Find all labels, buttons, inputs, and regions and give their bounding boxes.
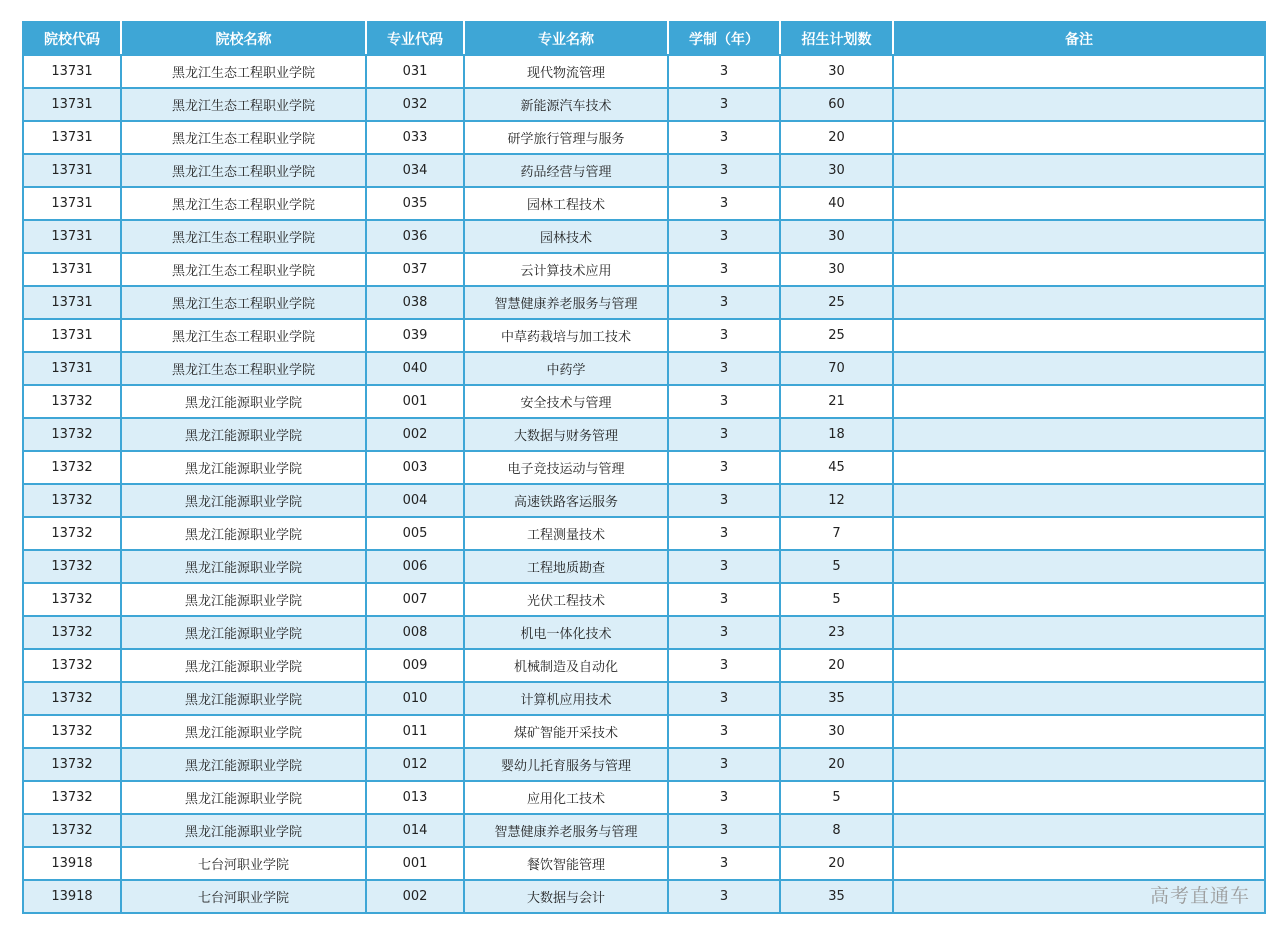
school-code-cell: 13731	[23, 187, 121, 220]
table-row	[23, 583, 1265, 616]
table-row	[23, 55, 1265, 88]
school-name-cell: 七台河职业学院	[121, 880, 366, 913]
school-name-cell: 黑龙江能源职业学院	[121, 715, 366, 748]
major-name-cell: 应用化工技术	[464, 781, 668, 814]
remarks-cell	[893, 649, 1265, 682]
major-name-cell: 工程测量技术	[464, 517, 668, 550]
table-row	[23, 88, 1265, 121]
major-code-cell: 008	[366, 616, 464, 649]
remarks-cell	[893, 187, 1265, 220]
table-row	[23, 253, 1265, 286]
plan-count-cell: 5	[780, 550, 893, 583]
major-name-cell: 研学旅行管理与服务	[464, 121, 668, 154]
school-name-cell: 黑龙江能源职业学院	[121, 616, 366, 649]
school-code-cell: 13732	[23, 814, 121, 847]
duration-cell: 3	[668, 847, 780, 880]
major-code-cell: 036	[366, 220, 464, 253]
major-name-cell: 中草药栽培与加工技术	[464, 319, 668, 352]
school-code-cell: 13731	[23, 253, 121, 286]
table-row	[23, 880, 1265, 913]
remarks-cell	[893, 253, 1265, 286]
school-name-cell: 七台河职业学院	[121, 847, 366, 880]
remarks-cell	[893, 220, 1265, 253]
remarks-cell	[893, 781, 1265, 814]
major-name-cell: 现代物流管理	[464, 55, 668, 88]
school-name-cell: 黑龙江生态工程职业学院	[121, 352, 366, 385]
major-name-cell: 机械制造及自动化	[464, 649, 668, 682]
duration-cell: 3	[668, 253, 780, 286]
major-name-cell: 婴幼儿托育服务与管理	[464, 748, 668, 781]
remarks-cell	[893, 517, 1265, 550]
school-name-cell: 黑龙江能源职业学院	[121, 781, 366, 814]
plan-count-cell: 5	[780, 781, 893, 814]
major-code-cell: 009	[366, 649, 464, 682]
header-remarks: 备注	[893, 22, 1265, 55]
school-name-cell: 黑龙江生态工程职业学院	[121, 319, 366, 352]
remarks-cell	[893, 385, 1265, 418]
duration-cell: 3	[668, 781, 780, 814]
plan-count-cell: 8	[780, 814, 893, 847]
plan-count-cell: 20	[780, 649, 893, 682]
table-row	[23, 121, 1265, 154]
school-code-cell: 13731	[23, 286, 121, 319]
school-name-cell: 黑龙江生态工程职业学院	[121, 220, 366, 253]
duration-cell: 3	[668, 286, 780, 319]
header-major-name: 专业名称	[464, 22, 668, 55]
major-name-cell: 光伏工程技术	[464, 583, 668, 616]
school-name-cell: 黑龙江生态工程职业学院	[121, 187, 366, 220]
school-name-cell: 黑龙江能源职业学院	[121, 814, 366, 847]
school-name-cell: 黑龙江能源职业学院	[121, 385, 366, 418]
plan-count-cell: 20	[780, 121, 893, 154]
table-row	[23, 715, 1265, 748]
major-code-cell: 032	[366, 88, 464, 121]
remarks-cell	[893, 847, 1265, 880]
plan-count-cell: 35	[780, 880, 893, 913]
school-name-cell: 黑龙江能源职业学院	[121, 649, 366, 682]
major-code-cell: 011	[366, 715, 464, 748]
table-row	[23, 748, 1265, 781]
major-code-cell: 037	[366, 253, 464, 286]
school-name-cell: 黑龙江生态工程职业学院	[121, 286, 366, 319]
school-code-cell: 13732	[23, 550, 121, 583]
plan-count-cell: 7	[780, 517, 893, 550]
school-name-cell: 黑龙江生态工程职业学院	[121, 55, 366, 88]
table-row	[23, 286, 1265, 319]
duration-cell: 3	[668, 187, 780, 220]
school-code-cell: 13732	[23, 715, 121, 748]
major-code-cell: 004	[366, 484, 464, 517]
duration-cell: 3	[668, 385, 780, 418]
remarks-cell	[893, 715, 1265, 748]
major-code-cell: 033	[366, 121, 464, 154]
table-row	[23, 385, 1265, 418]
plan-count-cell: 21	[780, 385, 893, 418]
major-code-cell: 007	[366, 583, 464, 616]
table-row	[23, 451, 1265, 484]
header-school-name: 院校名称	[121, 22, 366, 55]
header-school-code: 院校代码	[23, 22, 121, 55]
school-name-cell: 黑龙江能源职业学院	[121, 583, 366, 616]
major-code-cell: 040	[366, 352, 464, 385]
remarks-cell	[893, 616, 1265, 649]
major-code-cell: 031	[366, 55, 464, 88]
table-body	[23, 55, 1265, 913]
plan-count-cell: 25	[780, 286, 893, 319]
duration-cell: 3	[668, 451, 780, 484]
duration-cell: 3	[668, 121, 780, 154]
school-name-cell: 黑龙江能源职业学院	[121, 517, 366, 550]
plan-count-cell: 25	[780, 319, 893, 352]
table-row	[23, 484, 1265, 517]
remarks-cell	[893, 55, 1265, 88]
school-code-cell: 13731	[23, 352, 121, 385]
major-name-cell: 智慧健康养老服务与管理	[464, 814, 668, 847]
remarks-cell	[893, 286, 1265, 319]
major-name-cell: 煤矿智能开采技术	[464, 715, 668, 748]
school-code-cell: 13732	[23, 451, 121, 484]
table-row	[23, 550, 1265, 583]
school-code-cell: 13731	[23, 88, 121, 121]
school-code-cell: 13731	[23, 220, 121, 253]
plan-count-cell: 5	[780, 583, 893, 616]
duration-cell: 3	[668, 814, 780, 847]
major-code-cell: 010	[366, 682, 464, 715]
school-code-cell: 13732	[23, 385, 121, 418]
remarks-cell	[893, 319, 1265, 352]
remarks-cell	[893, 814, 1265, 847]
major-name-cell: 药品经营与管理	[464, 154, 668, 187]
remarks-cell	[893, 451, 1265, 484]
major-code-cell: 003	[366, 451, 464, 484]
school-code-cell: 13918	[23, 847, 121, 880]
duration-cell: 3	[668, 319, 780, 352]
major-code-cell: 012	[366, 748, 464, 781]
major-code-cell: 034	[366, 154, 464, 187]
school-code-cell: 13732	[23, 781, 121, 814]
school-name-cell: 黑龙江生态工程职业学院	[121, 154, 366, 187]
major-name-cell: 大数据与会计	[464, 880, 668, 913]
remarks-cell	[893, 352, 1265, 385]
duration-cell: 3	[668, 55, 780, 88]
major-code-cell: 005	[366, 517, 464, 550]
remarks-cell	[893, 88, 1265, 121]
duration-cell: 3	[668, 715, 780, 748]
school-name-cell: 黑龙江能源职业学院	[121, 550, 366, 583]
table-row	[23, 418, 1265, 451]
school-code-cell: 13732	[23, 682, 121, 715]
major-name-cell: 智慧健康养老服务与管理	[464, 286, 668, 319]
major-name-cell: 中药学	[464, 352, 668, 385]
major-code-cell: 002	[366, 418, 464, 451]
school-name-cell: 黑龙江生态工程职业学院	[121, 88, 366, 121]
table-row	[23, 616, 1265, 649]
school-code-cell: 13732	[23, 583, 121, 616]
plan-count-cell: 30	[780, 55, 893, 88]
duration-cell: 3	[668, 88, 780, 121]
duration-cell: 3	[668, 550, 780, 583]
school-code-cell: 13732	[23, 418, 121, 451]
school-code-cell: 13732	[23, 616, 121, 649]
major-code-cell: 001	[366, 847, 464, 880]
plan-count-cell: 70	[780, 352, 893, 385]
school-code-cell: 13731	[23, 55, 121, 88]
duration-cell: 3	[668, 748, 780, 781]
school-name-cell: 黑龙江能源职业学院	[121, 451, 366, 484]
remarks-cell	[893, 748, 1265, 781]
watermark-text: 高考直通车	[1149, 885, 1250, 907]
school-code-cell: 13731	[23, 154, 121, 187]
plan-count-cell: 20	[780, 748, 893, 781]
duration-cell: 3	[668, 154, 780, 187]
header-major-code: 专业代码	[366, 22, 464, 55]
major-code-cell: 035	[366, 187, 464, 220]
remarks-cell	[893, 682, 1265, 715]
duration-cell: 3	[668, 418, 780, 451]
plan-count-cell: 35	[780, 682, 893, 715]
table-row	[23, 781, 1265, 814]
plan-count-cell: 45	[780, 451, 893, 484]
major-name-cell: 园林工程技术	[464, 187, 668, 220]
plan-count-cell: 60	[780, 88, 893, 121]
duration-cell: 3	[668, 484, 780, 517]
school-name-cell: 黑龙江生态工程职业学院	[121, 121, 366, 154]
school-code-cell: 13732	[23, 517, 121, 550]
school-code-cell: 13732	[23, 649, 121, 682]
plan-count-cell: 18	[780, 418, 893, 451]
major-name-cell: 安全技术与管理	[464, 385, 668, 418]
major-code-cell: 039	[366, 319, 464, 352]
school-name-cell: 黑龙江能源职业学院	[121, 418, 366, 451]
school-name-cell: 黑龙江生态工程职业学院	[121, 253, 366, 286]
school-code-cell: 13732	[23, 484, 121, 517]
duration-cell: 3	[668, 583, 780, 616]
school-code-cell: 13731	[23, 121, 121, 154]
school-name-cell: 黑龙江能源职业学院	[121, 682, 366, 715]
table-row	[23, 847, 1265, 880]
table-header-row	[23, 22, 1265, 55]
remarks-cell	[893, 550, 1265, 583]
table-row	[23, 649, 1265, 682]
school-code-cell: 13732	[23, 748, 121, 781]
major-code-cell: 006	[366, 550, 464, 583]
major-code-cell: 013	[366, 781, 464, 814]
major-code-cell: 001	[366, 385, 464, 418]
header-duration: 学制（年）	[668, 22, 780, 55]
table-row	[23, 319, 1265, 352]
duration-cell: 3	[668, 220, 780, 253]
major-name-cell: 电子竞技运动与管理	[464, 451, 668, 484]
major-name-cell: 云计算技术应用	[464, 253, 668, 286]
table-row	[23, 154, 1265, 187]
plan-count-cell: 20	[780, 847, 893, 880]
remarks-cell	[893, 121, 1265, 154]
table-row	[23, 187, 1265, 220]
plan-count-cell: 12	[780, 484, 893, 517]
major-name-cell: 计算机应用技术	[464, 682, 668, 715]
major-code-cell: 038	[366, 286, 464, 319]
duration-cell: 3	[668, 880, 780, 913]
major-code-cell: 014	[366, 814, 464, 847]
plan-count-cell: 30	[780, 220, 893, 253]
remarks-cell	[893, 154, 1265, 187]
remarks-cell	[893, 484, 1265, 517]
remarks-cell	[893, 583, 1265, 616]
duration-cell: 3	[668, 649, 780, 682]
duration-cell: 3	[668, 616, 780, 649]
table-row	[23, 814, 1265, 847]
plan-count-cell: 30	[780, 715, 893, 748]
table-row	[23, 352, 1265, 385]
school-name-cell: 黑龙江能源职业学院	[121, 484, 366, 517]
major-name-cell: 餐饮智能管理	[464, 847, 668, 880]
table-row	[23, 517, 1265, 550]
duration-cell: 3	[668, 517, 780, 550]
plan-count-cell: 30	[780, 154, 893, 187]
duration-cell: 3	[668, 352, 780, 385]
plan-count-cell: 30	[780, 253, 893, 286]
plan-count-cell: 40	[780, 187, 893, 220]
major-name-cell: 新能源汽车技术	[464, 88, 668, 121]
major-name-cell: 园林技术	[464, 220, 668, 253]
major-name-cell: 大数据与财务管理	[464, 418, 668, 451]
header-plan-count: 招生计划数	[780, 22, 893, 55]
major-name-cell: 机电一体化技术	[464, 616, 668, 649]
remarks-cell	[893, 418, 1265, 451]
table-row	[23, 220, 1265, 253]
table-row	[23, 682, 1265, 715]
school-code-cell: 13731	[23, 319, 121, 352]
major-name-cell: 高速铁路客运服务	[464, 484, 668, 517]
major-code-cell: 002	[366, 880, 464, 913]
major-name-cell: 工程地质勘查	[464, 550, 668, 583]
duration-cell: 3	[668, 682, 780, 715]
plan-count-cell: 23	[780, 616, 893, 649]
school-name-cell: 黑龙江能源职业学院	[121, 748, 366, 781]
enrollment-plan-table	[22, 21, 1266, 914]
school-code-cell: 13918	[23, 880, 121, 913]
